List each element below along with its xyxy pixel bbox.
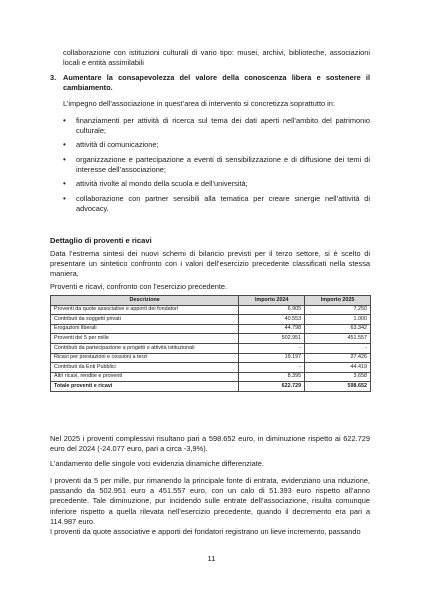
paragraph-trend: L’andamento delle singole voci evidenzia dinamiche differenziate.	[50, 459, 264, 468]
cell-2025: 44.419	[305, 363, 371, 373]
cell-2025: 451.557	[305, 334, 371, 344]
total-2024: 622.729	[239, 382, 305, 392]
bullet-text: finanziamenti per attività di ricerca sul tema dei dati aperti nell’ambito del patrimonio culturale;	[76, 116, 370, 136]
cell-description: Contributi da Enti Pubblici	[51, 363, 239, 373]
cell-description: Altri ricavi, rendite e proventi	[51, 372, 239, 382]
cell-2024: 44.798	[239, 324, 305, 334]
bullet-icon: •	[63, 155, 66, 164]
bullet-text: organizzazione e partecipazione a eventi di sensibilizzazione e di diffusione dei temi di interesse dell’associazione;	[76, 155, 370, 175]
paragraph-5-per-mille: I proventi da 5 per mille, pur rimanendo la principale fonte di entrata, evidenziano una riduzione, passando da 502.951 euro a 451.557 euro, con un calo di 51.393 euro rispetto all’anno precedente. Tale diminuzione, pur incidendo sulle entrate dell’associazione, risulta comunque inferiore rispetto a quella rilevata nell’esercizio precedente, quando il decremento era pari a 114.987 euro.	[50, 476, 370, 526]
table-row	[51, 363, 371, 373]
cell-2024: 502.951	[239, 334, 305, 344]
cell-description: Contributi da partecipazione a progetti o attività istituzionali	[51, 343, 239, 353]
cell-2025: 7.250	[305, 305, 371, 315]
cell-2024: 8.395	[239, 372, 305, 382]
cell-description: Erogazioni liberali	[51, 324, 239, 334]
table-caption: Proventi e ricavi, confronto con l’esercizio precedente.	[50, 282, 228, 291]
cell-2024: 6.905	[239, 305, 305, 315]
total-label: Totale proventi e ricavi	[51, 382, 239, 392]
cell-2025: 27.426	[305, 353, 371, 363]
bullet-text: attività rivolte al mondo della scuola e dell’università;	[76, 179, 248, 188]
section-3-intro: L’impegno dell’associazione in quest’area di intervento si concretizza soprattutto in:	[63, 99, 335, 108]
section-3-title: Aumentare la consapevolezza del valore della conoscenza libera e sostenere il cambiamento.	[63, 73, 370, 93]
table-row	[51, 315, 371, 325]
bullet-icon: •	[63, 140, 66, 149]
cell-2024: -	[239, 343, 305, 353]
table-row	[51, 353, 371, 363]
bullet-text: attività di comunicazione;	[76, 140, 159, 149]
cell-2025: 3.658	[305, 372, 371, 382]
table-row	[51, 324, 371, 334]
cell-2024: 19.197	[239, 353, 305, 363]
bullet-icon: •	[63, 116, 66, 125]
cell-2025: 63.342	[305, 324, 371, 334]
table-header-row	[51, 296, 371, 306]
total-2025: 598.652	[305, 382, 371, 392]
detail-heading: Dettaglio di proventi e ricavi	[50, 236, 152, 245]
cell-2025: 1.000	[305, 315, 371, 325]
cell-2024: -	[239, 363, 305, 373]
header-importo-2024: Importo 2024	[239, 296, 305, 306]
bullet-text: collaborazione con partner sensibili alla tematica per creare sinergie nell’attività di advocacy.	[76, 194, 370, 214]
proventi-table	[50, 295, 371, 392]
cell-description: Proventi da quote associative e apporti dei fondatori	[51, 305, 239, 315]
cell-description: Proventi del 5 per mille	[51, 334, 239, 344]
paragraph-quote-associative: I proventi da quote associative e apporti dei fondatori registrano un lieve incremento, passando	[50, 527, 361, 536]
cell-2024: 40.553	[239, 315, 305, 325]
detail-paragraph: Data l’estrema sintesi dei nuovi schemi di bilancio previsti per il terzo settore, si è scelto di presentare un sintetico confronto con i valori dell’esercizio precedente classificati nella stessa maniera.	[50, 249, 370, 279]
table-row	[51, 372, 371, 382]
intro-continuation: collaborazione con istituzioni culturali di vario tipo: musei, archivi, biblioteche, associazioni locali e entità assimilabili	[63, 48, 370, 68]
cell-description: Contributi da soggetti privati	[51, 315, 239, 325]
table-row	[51, 334, 371, 344]
paragraph-total-comparison: Nel 2025 i proventi complessivi risultano pari a 598.652 euro, in diminuzione rispetto ai 622.729 euro del 2024 (-24.077 euro, pari a circa -3,9%).	[50, 434, 370, 454]
cell-2025: -	[305, 343, 371, 353]
bullet-icon: •	[63, 194, 66, 203]
section-3-number: 3.	[50, 73, 57, 82]
table-row	[51, 305, 371, 315]
table-row	[51, 343, 371, 353]
cell-description: Ricavi per prestazioni e cessioni a terzi	[51, 353, 239, 363]
header-descrizione: Descrizione	[51, 296, 239, 306]
table-total-row	[51, 382, 371, 392]
page-number: 11	[207, 554, 216, 563]
header-importo-2025: Importo 2025	[305, 296, 371, 306]
bullet-icon: •	[63, 179, 66, 188]
